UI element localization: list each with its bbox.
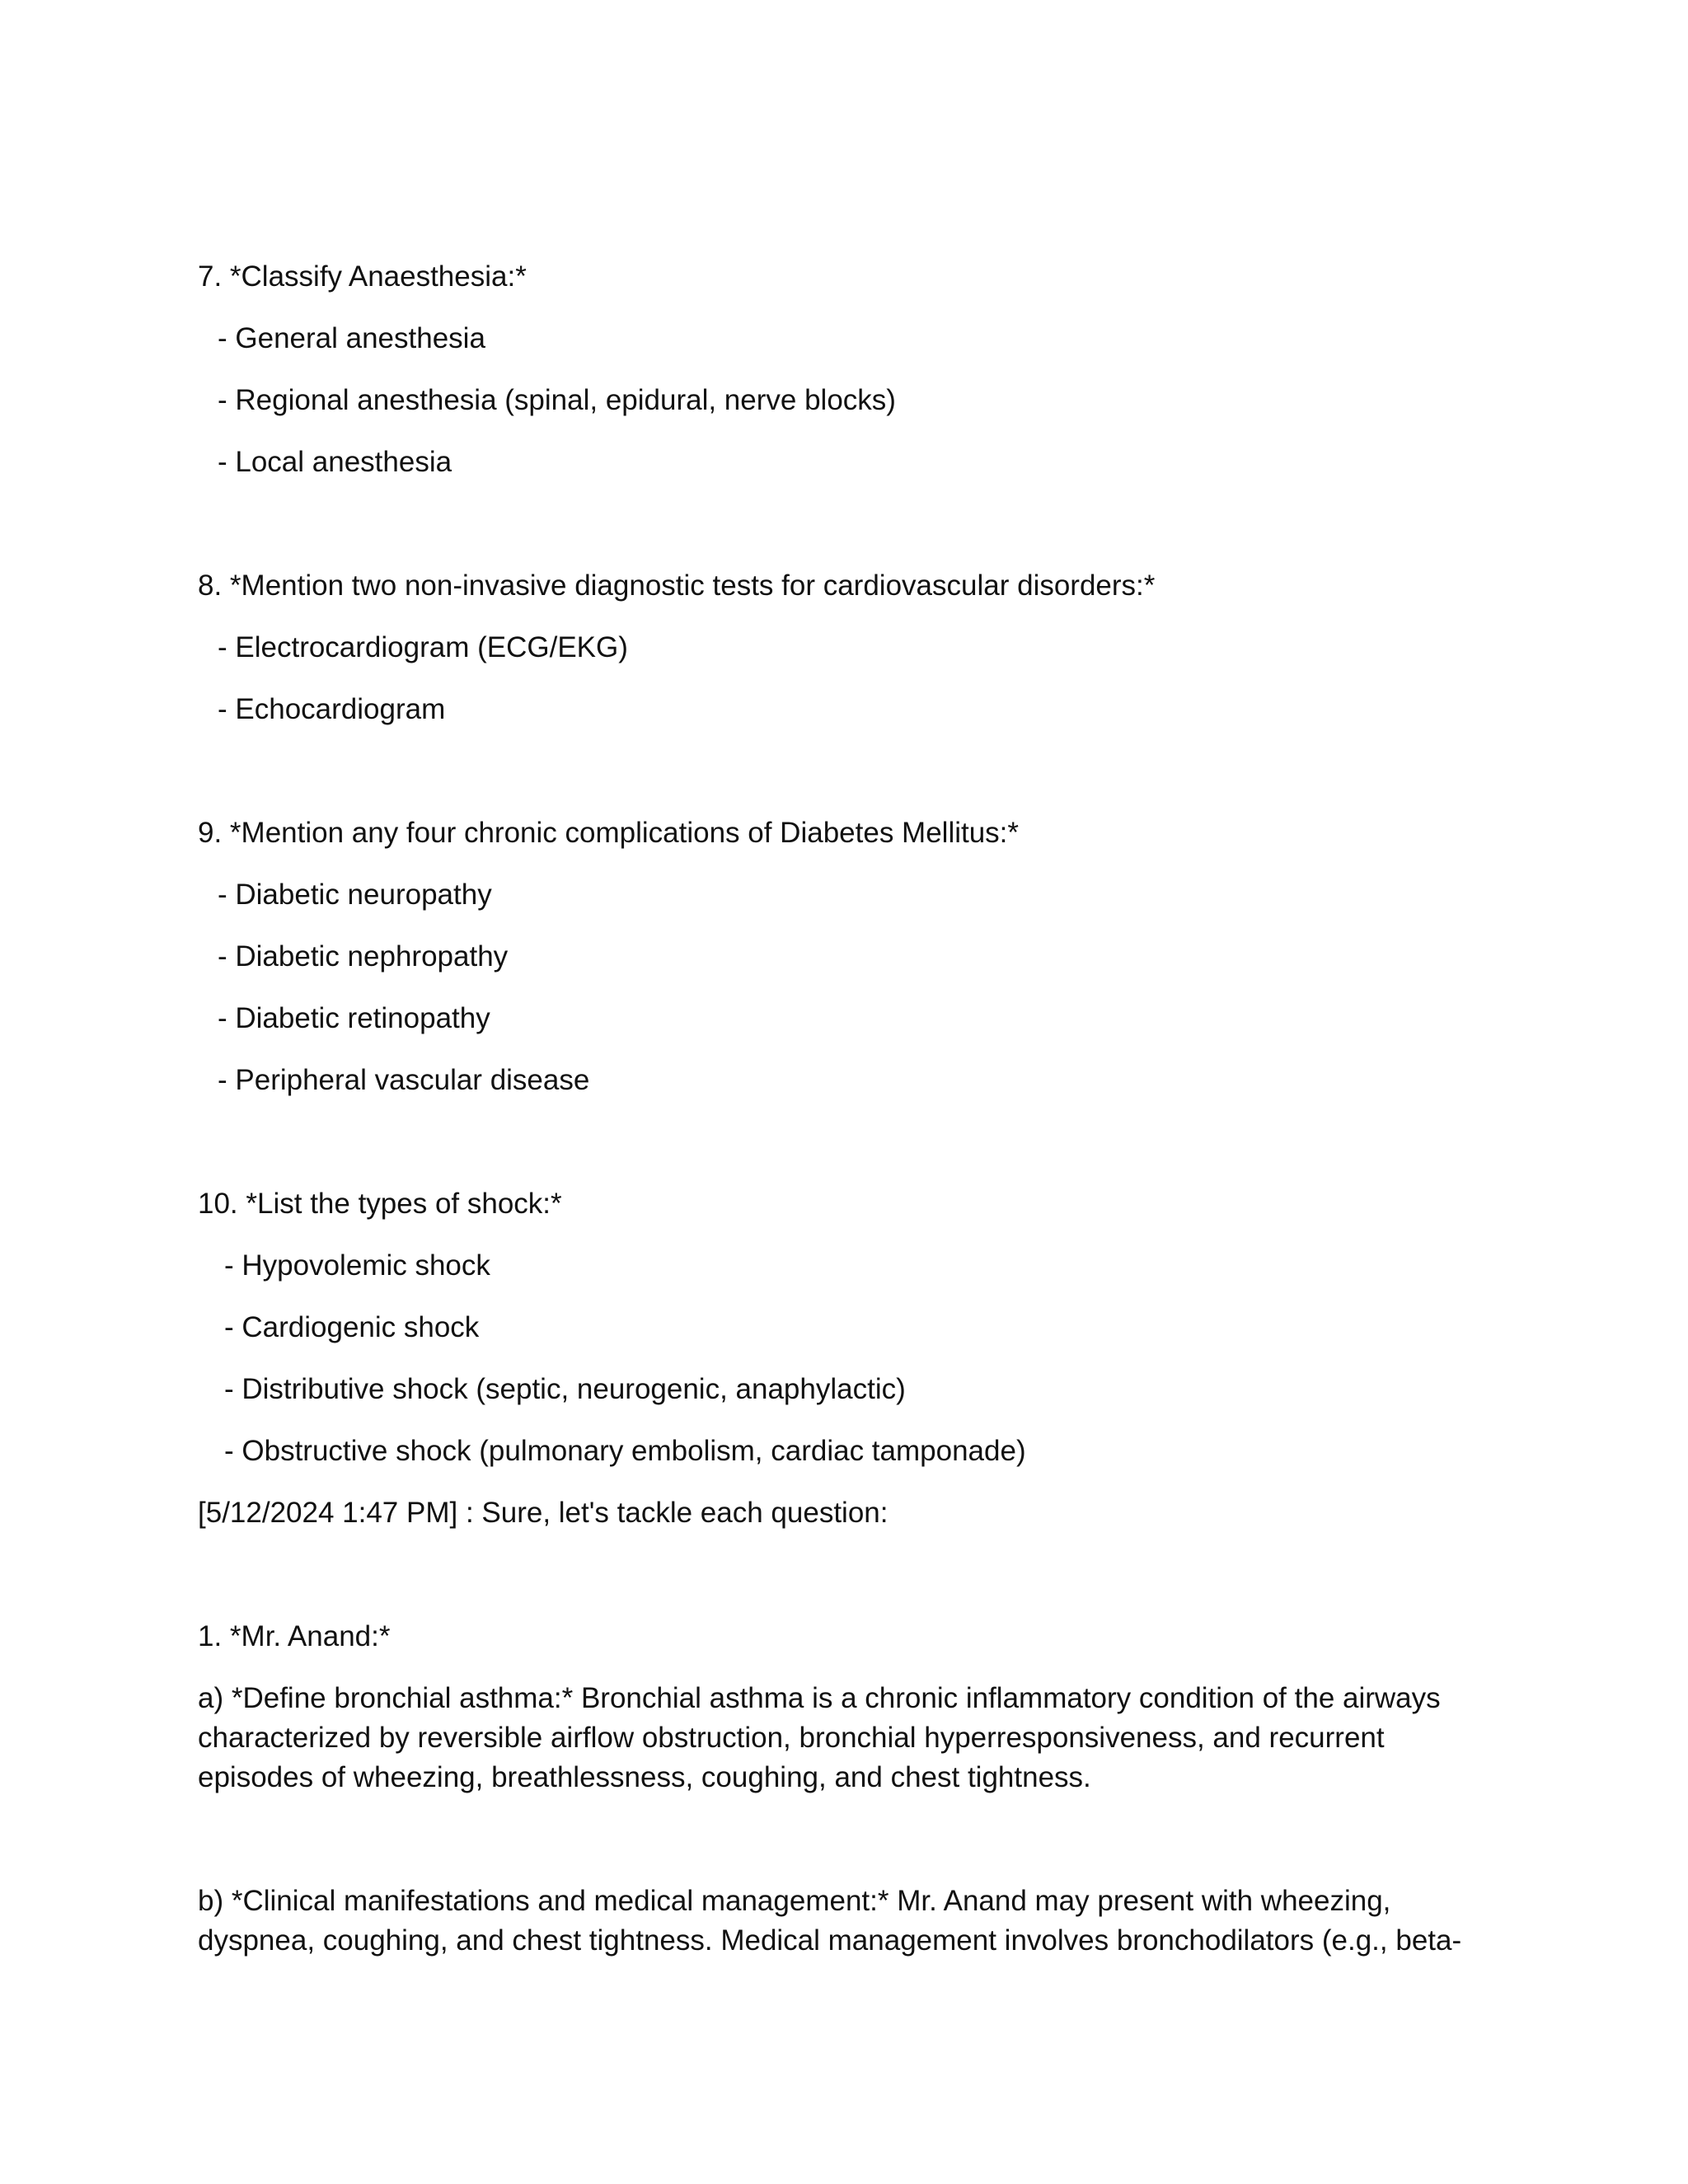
list-item: - Distributive shock (septic, neurogenic, anaphylactic) [224,1373,906,1405]
question-1-title: 1. *Mr. Anand:* [198,1620,391,1652]
question-1-part-a: a) *Define bronchial asthma:* Bronchial asthma is a chronic inflammatory condition of the airways characterized by reversible airflow obstruction, bronchial hyperresponsiveness, and recurrent episodes of wheezing, breathlessness, coughing, and chest tightness. [198,1682,1441,1793]
question-9-title: 9. *Mention any four chronic complications of Diabetes Mellitus:* [198,817,1020,849]
question-1-part-b: b) *Clinical manifestations and medical management:* Mr. Anand may present with wheezing, dyspnea, coughing, and chest tightness. Medical management involves bronchodilators (e.g., beta- [198,1885,1462,1957]
list-item: - Diabetic retinopathy [218,1002,490,1034]
list-item: - Local anesthesia [218,446,452,478]
question-10-title: 10. *List the types of shock:* [198,1188,562,1220]
list-item: - Echocardiogram [218,693,446,725]
list-item: - Regional anesthesia (spinal, epidural, nerve blocks) [218,384,896,416]
question-7-title: 7. *Classify Anaesthesia:* [198,260,527,293]
question-8-title: 8. *Mention two non-invasive diagnostic tests for cardiovascular disorders:* [198,569,1156,602]
timestamp-line: [5/12/2024 1:47 PM] : Sure, let's tackle each question: [198,1497,889,1529]
list-item: - Cardiogenic shock [224,1311,480,1343]
list-item: - Electrocardiogram (ECG/EKG) [218,631,628,663]
list-item: - Obstructive shock (pulmonary embolism, cardiac tamponade) [224,1435,1026,1467]
list-item: - General anesthesia [218,322,485,354]
list-item: - Diabetic nephropathy [218,940,509,972]
document-content [198,257,1484,1961]
list-item: - Diabetic neuropathy [218,879,492,911]
list-item: - Peripheral vascular disease [218,1064,590,1096]
list-item: - Hypovolemic shock [224,1249,490,1282]
